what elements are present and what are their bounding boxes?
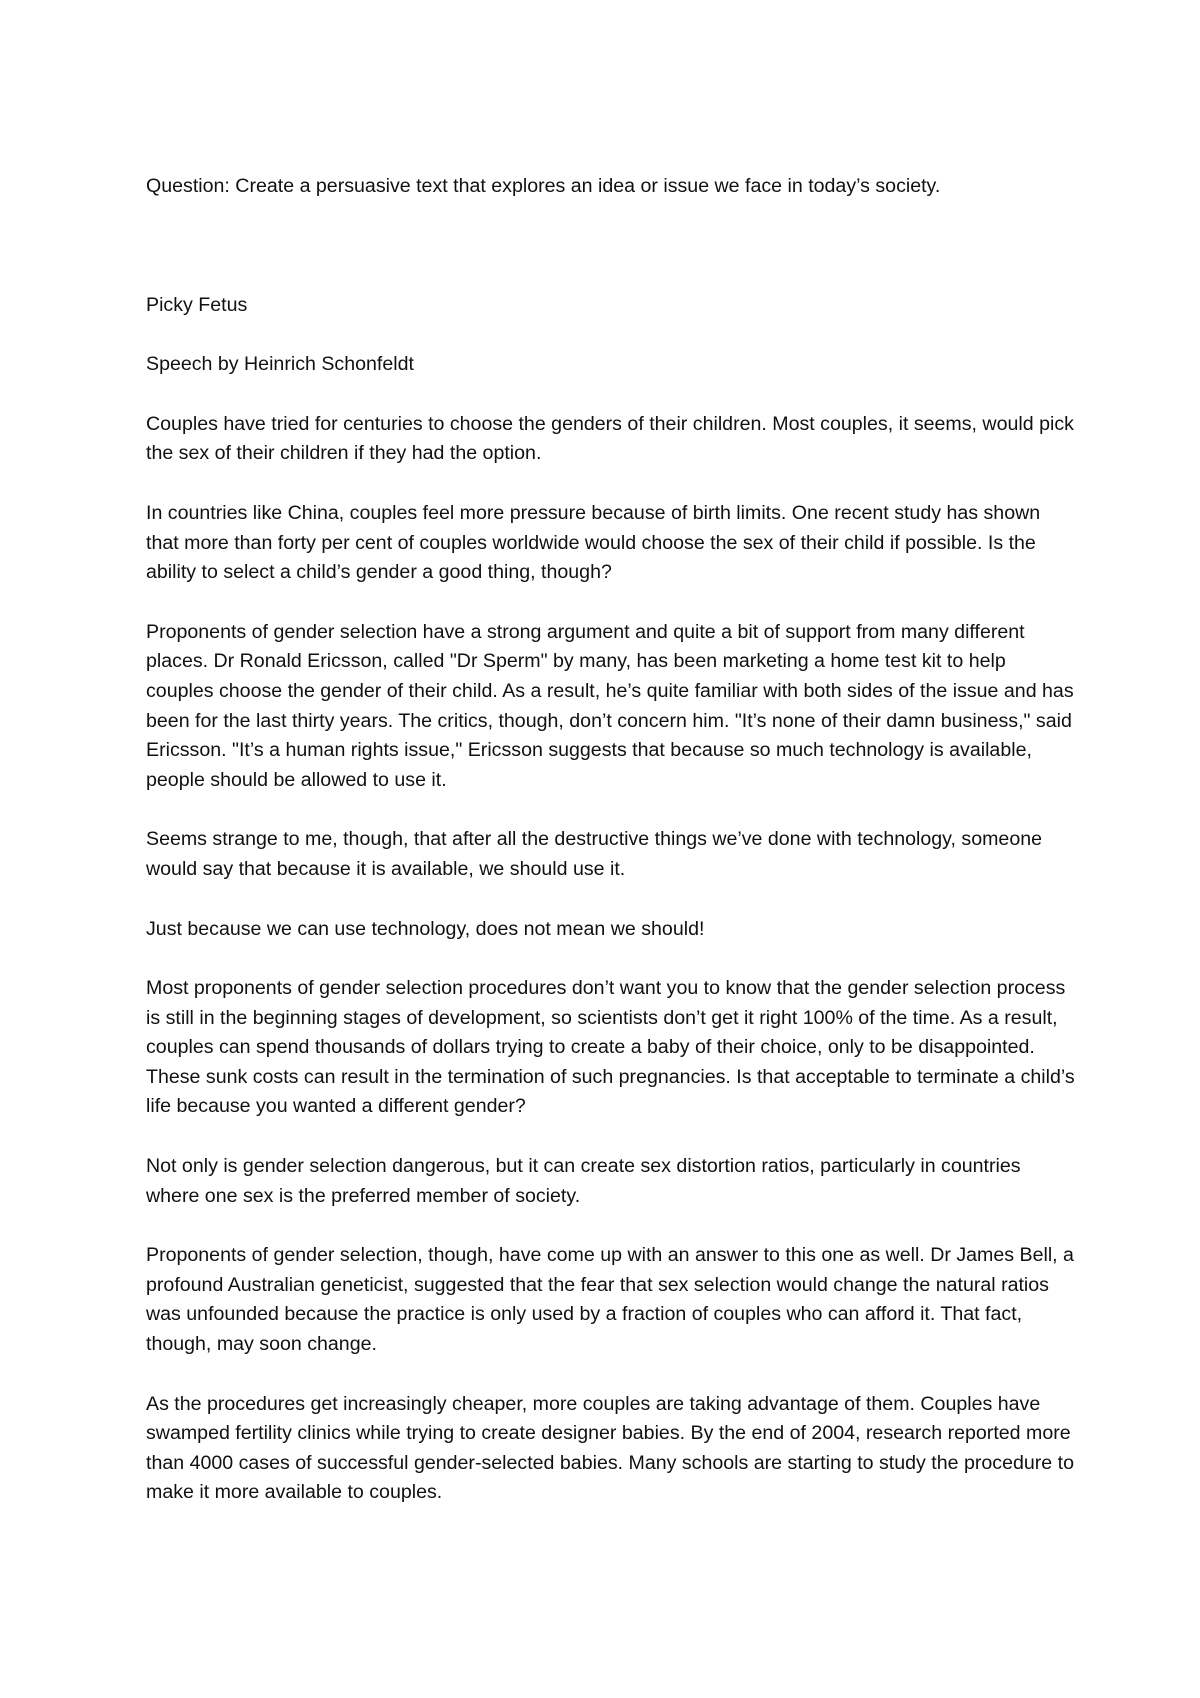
paragraph-1: Couples have tried for centuries to choose the genders of their children. Most couples, it seems, would pick the sex of their children if they had the option.: [146, 412, 1074, 465]
paragraph-9: As the procedures get increasingly cheaper, more couples are taking advantage of them. Couples have swamped fertility clinics while trying to create designer babies. By the end of 2004, research reported more than 4000 cases of successful gender-selected babies. Many schools are starting to study the procedure to make it more available to couples.: [146, 1392, 1074, 1504]
document-body: [146, 172, 1076, 1508]
speech-byline: Speech by Heinrich Schonfeldt: [146, 353, 414, 376]
paragraph-7: Not only is gender selection dangerous, but it can create sex distortion ratios, particularly in countries where one sex is the preferred member of society.: [146, 1155, 1021, 1207]
paragraph-6: Most proponents of gender selection procedures don’t want you to know that the gender selection process is still in the beginning stages of development, so scientists don’t get it right 100% of the time. As a result, couples can spend thousands of dollars trying to create a baby of their choice, only to be disappointed. These sunk costs can result in the termination of such pregnancies. Is that acceptable to terminate a child’s life because you wanted a different gender?: [146, 977, 1075, 1118]
paragraph-2: In countries like China, couples feel more pressure because of birth limits. One recent study has shown that more than forty per cent of couples worldwide would choose the sex of their child if possible. Is the ability to select a child’s gender a good thing, though?: [146, 501, 1041, 584]
paragraph-3: Proponents of gender selection have a strong argument and quite a bit of support from many different places. Dr Ronald Ericsson, called "Dr Sperm" by many, has been marketing a home test kit to help couples choose the gender of their child. As a result, he’s quite familiar with both sides of the issue and has been for the last thirty years. The critics, though, don’t concern him. "It’s none of their damn business," said Ericsson. "It’s a human rights issue," Ericsson suggests that because so much technology is available, people should be allowed to use it.: [146, 620, 1074, 791]
speech-title: Picky Fetus: [146, 293, 248, 316]
paragraph-8: Proponents of gender selection, though, have come up with an answer to this one as well. Dr James Bell, a profound Australian geneticist, suggested that the fear that sex selection would change the natural ratios was unfounded because the practice is only used by a fraction of couples who can afford it. That fact, though, may soon change.: [146, 1244, 1074, 1356]
paragraph-4: Seems strange to me, though, that after all the destructive things we’ve done with technology, someone would say that because it is available, we should use it.: [146, 828, 1043, 880]
question-prompt: Question: Create a persuasive text that explores an idea or issue we face in today’s society.: [146, 175, 941, 197]
paragraph-5: Just because we can use technology, does not mean we should!: [146, 917, 705, 940]
